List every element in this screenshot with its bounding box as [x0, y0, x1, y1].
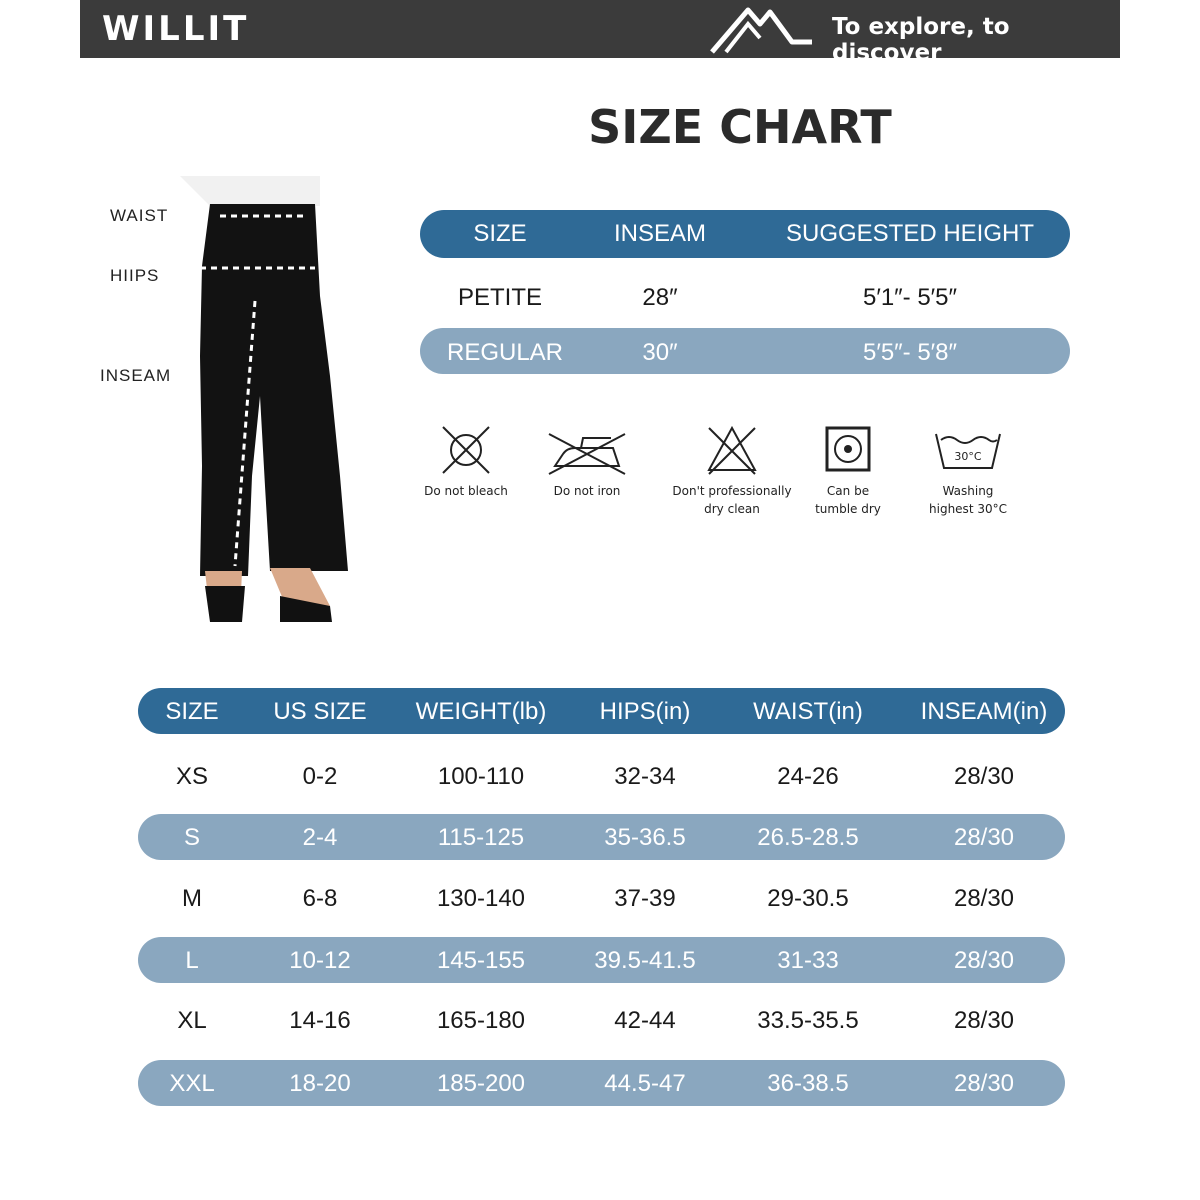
brand-logo: WILLIT: [102, 9, 250, 49]
size-row-cell: 115-125: [437, 824, 525, 851]
size-row-cell: 33.5-35.5: [757, 1007, 859, 1034]
inseam-row-petite-size: PETITE: [457, 284, 542, 311]
size-row-label: L: [185, 947, 199, 974]
wash-temp-text: 30°C: [954, 450, 982, 463]
size-header-cell: WAIST(in): [753, 698, 863, 725]
care-label: Don't professionally: [672, 484, 792, 498]
inseam-row-petite-inseam: 28″: [642, 284, 678, 311]
size-row-label: XXL: [169, 1070, 215, 1097]
mountain-icon: [708, 2, 818, 56]
care-label: highest 30°C: [929, 502, 1007, 516]
tumble-dry-icon: [821, 424, 875, 476]
size-row-label: M: [182, 885, 202, 912]
care-label: Can be: [826, 484, 870, 498]
size-row-cell: 2-4: [302, 824, 338, 851]
size-header-cell: WEIGHT(lb): [415, 698, 547, 725]
size-row-cell: 165-180: [436, 1007, 526, 1034]
page-title: SIZE CHART: [588, 100, 892, 154]
size-row-cell: 36-38.5: [767, 1070, 849, 1097]
inseam-header-height: SUGGESTED HEIGHT: [785, 220, 1035, 247]
inseam-row-regular-height: 5′5″- 5′8″: [862, 339, 958, 366]
inseam-row-regular-size: REGULAR: [446, 339, 564, 366]
size-header-cell: US SIZE: [273, 698, 367, 725]
brand-banner: [80, 0, 1120, 66]
care-no-bleach: [406, 424, 526, 500]
no-bleach-icon: [439, 424, 493, 476]
care-label: Do not bleach: [424, 484, 508, 498]
size-row-cell: 44.5-47: [604, 1070, 686, 1097]
size-row-cell: 10-12: [289, 947, 351, 974]
size-row-cell: 18-20: [289, 1070, 351, 1097]
slogan: To explore, to discover: [832, 14, 1010, 66]
size-row-cell: 35-36.5: [604, 824, 686, 851]
size-row-cell: 28/30: [953, 763, 1015, 790]
size-row-cell: 28/30: [953, 947, 1015, 974]
size-row-label: XL: [177, 1007, 207, 1034]
size-row-cell: 37-39: [614, 885, 676, 912]
size-row-label: S: [183, 824, 200, 851]
size-row-cell: 39.5-41.5: [594, 947, 696, 974]
size-row-cell: 42-44: [614, 1007, 676, 1034]
size-row-cell: 14-16: [289, 1007, 351, 1034]
size-header-cell: SIZE: [165, 698, 219, 725]
no-dry-clean-icon: [705, 424, 759, 476]
waist-label: WAIST: [110, 206, 169, 225]
inseam-header-inseam: INSEAM: [613, 220, 706, 247]
care-label: dry clean: [704, 502, 760, 516]
size-row-cell: 185-200: [436, 1070, 526, 1097]
inseam-row-petite-height: 5′1″- 5′5″: [862, 284, 958, 311]
size-row-cell: 31-33: [777, 947, 839, 974]
care-no-dry-clean: [672, 424, 792, 518]
inseam-label: INSEAM: [100, 366, 172, 385]
care-label: Washing: [942, 484, 994, 498]
size-row-cell: 28/30: [953, 885, 1015, 912]
size-row-cell: 28/30: [953, 1070, 1015, 1097]
inseam-row-regular-inseam: 30″: [642, 339, 678, 366]
size-row-cell: 6-8: [302, 885, 338, 912]
size-row-cell: 29-30.5: [767, 885, 849, 912]
size-row-cell: 28/30: [953, 1007, 1015, 1034]
care-label: tumble dry: [815, 502, 881, 516]
care-no-iron: [527, 424, 647, 500]
care-tumble-dry: [788, 424, 908, 518]
size-row-cell: 24-26: [777, 763, 839, 790]
care-wash-30: [908, 424, 1028, 518]
inseam-header-size: SIZE: [473, 220, 527, 247]
hips-label: HIIPS: [110, 266, 160, 285]
size-row-cell: 32-34: [614, 763, 676, 790]
size-header-cell: HIPS(in): [599, 698, 691, 725]
size-row-cell: 28/30: [953, 824, 1015, 851]
size-row-label: XS: [175, 763, 208, 790]
size-row-cell: 100-110: [437, 763, 525, 790]
pants-model-figure: [170, 176, 370, 626]
size-row-cell: 0-2: [302, 763, 338, 790]
size-row-cell: 130-140: [436, 885, 526, 912]
size-row-cell: 145-155: [436, 947, 526, 974]
no-iron-icon: [545, 424, 629, 476]
wash-30-icon: [933, 424, 1003, 476]
size-header-cell: INSEAM(in): [920, 698, 1048, 725]
care-label: Do not iron: [553, 484, 621, 498]
size-row-cell: 26.5-28.5: [757, 824, 859, 851]
